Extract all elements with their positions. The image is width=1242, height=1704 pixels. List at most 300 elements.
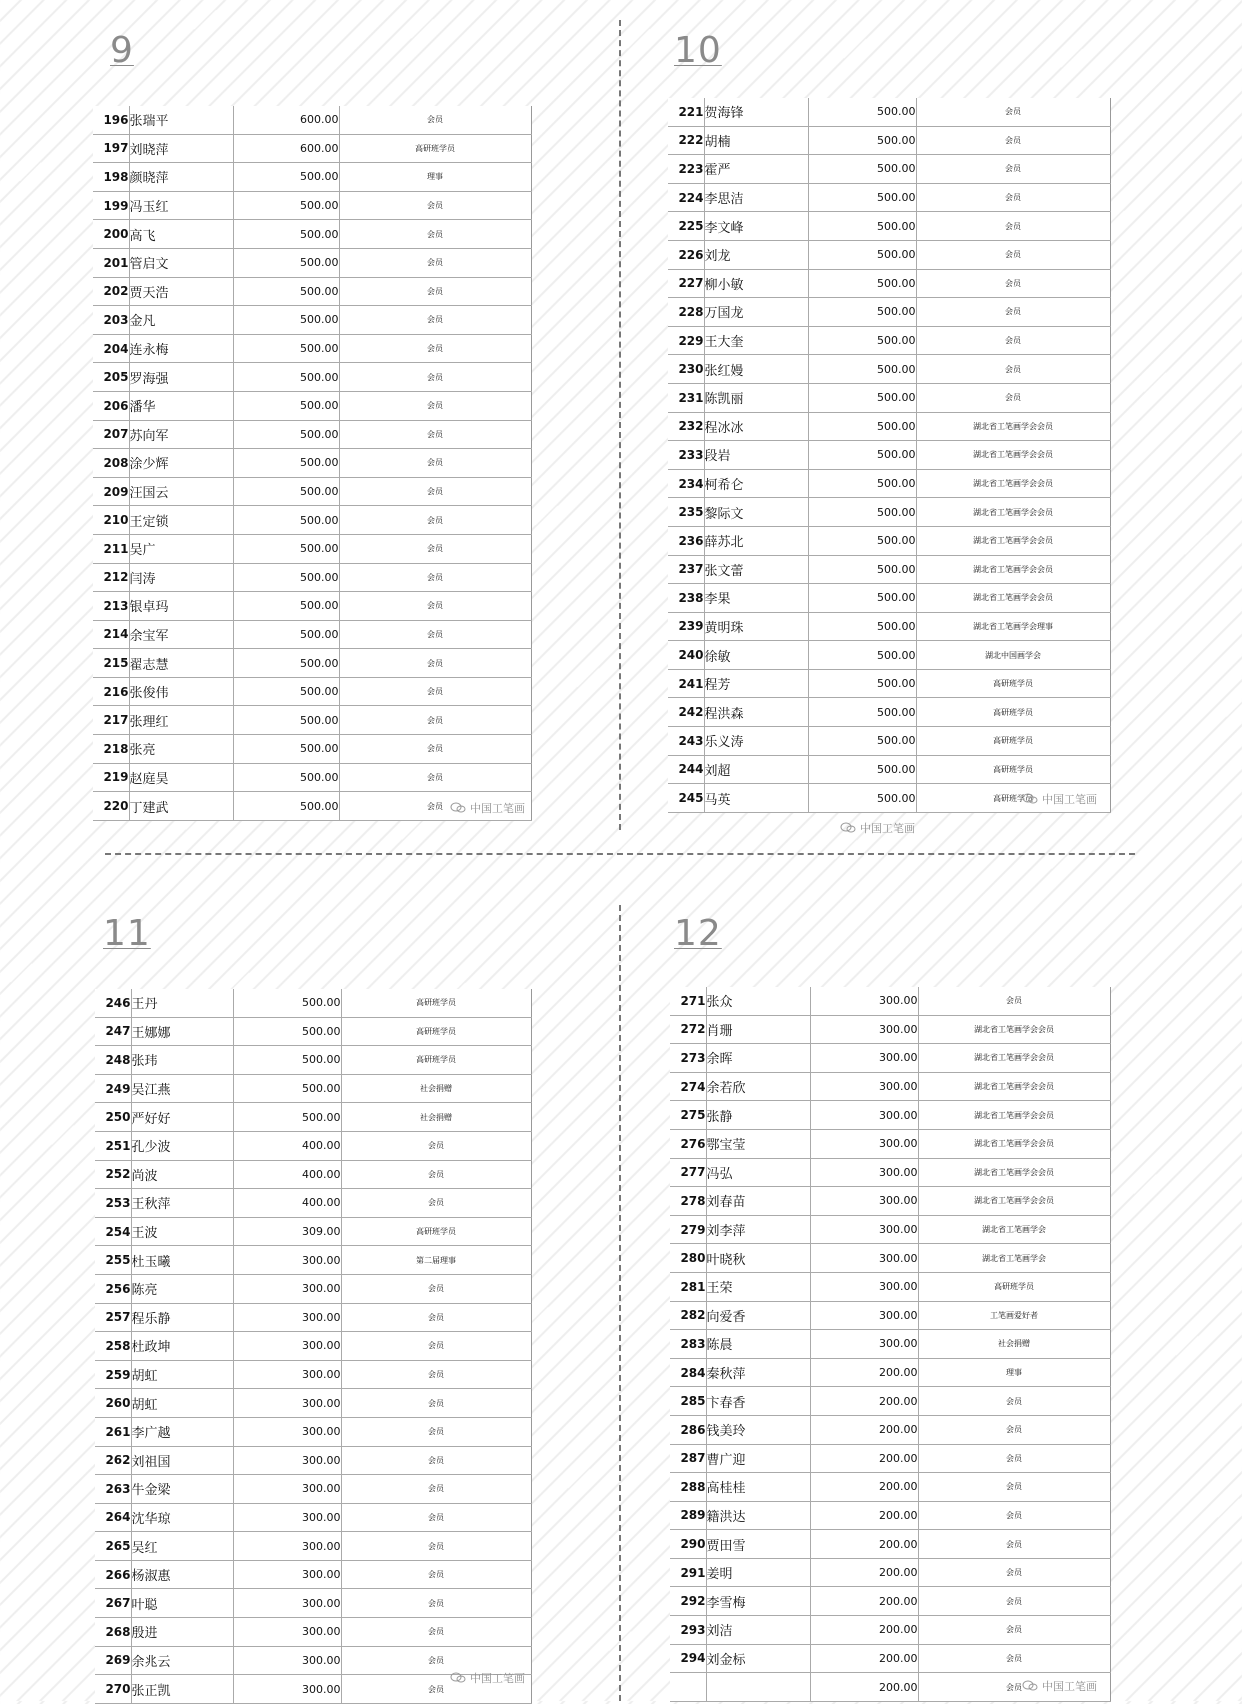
table-row [670,1616,1110,1645]
table-row [670,1129,1110,1158]
donor-name: 胡虹 [131,1389,233,1418]
member-type: 社会捐赠 [341,1103,531,1132]
amount: 500.00 [808,641,916,670]
donor-name: 秦秋萍 [706,1358,810,1387]
row-number: 227 [668,269,704,298]
table-row [670,987,1110,1015]
donor-name: 涂少辉 [129,449,233,478]
table-row [95,1589,531,1618]
donor-name: 王娜娜 [131,1017,233,1046]
donor-name: 刘龙 [704,240,808,269]
table-row [668,469,1110,498]
donor-name: 籍洪达 [706,1501,810,1530]
row-number: 240 [668,641,704,670]
amount: 300.00 [233,1675,341,1704]
member-type: 会员 [918,1530,1110,1559]
amount: 300.00 [233,1560,341,1589]
row-number: 247 [95,1017,131,1046]
donor-name: 张静 [706,1101,810,1130]
row-number: 280 [670,1244,706,1273]
member-type: 湖北省工笔画学会会员 [916,412,1110,441]
donor-name: 苏向军 [129,420,233,449]
donor-name: 吴广 [129,534,233,563]
amount: 500.00 [808,526,916,555]
row-number: 222 [668,126,704,155]
amount: 300.00 [810,1072,918,1101]
row-number: 231 [668,383,704,412]
member-type: 会员 [339,248,531,277]
table-row [95,1189,531,1218]
table-row [93,220,531,249]
donor-name: 贾田雪 [706,1530,810,1559]
row-number: 203 [93,306,129,335]
amount: 500.00 [233,989,341,1017]
amount: 500.00 [233,792,339,821]
amount: 500.00 [233,363,339,392]
table-row [668,98,1110,126]
donor-name: 殷进 [131,1618,233,1647]
member-type: 会员 [918,987,1110,1015]
donor-table [93,106,532,821]
donor-name: 张众 [706,987,810,1015]
row-number: 212 [93,563,129,592]
amount: 400.00 [233,1189,341,1218]
member-type: 会员 [916,298,1110,327]
wechat-icon [450,1672,466,1683]
table-row [670,1272,1110,1301]
donor-name: 银卓玛 [129,592,233,621]
donor-name: 翟志慧 [129,649,233,678]
amount: 300.00 [810,1215,918,1244]
amount: 500.00 [808,155,916,184]
member-type: 会员 [918,1415,1110,1444]
row-number: 266 [95,1560,131,1589]
table-row [670,1644,1110,1673]
row-number: 270 [95,1675,131,1704]
amount: 300.00 [233,1446,341,1475]
amount: 500.00 [233,649,339,678]
row-number: 211 [93,534,129,563]
amount: 500.00 [808,669,916,698]
table-row [93,191,531,220]
member-type: 会员 [339,477,531,506]
donor-name: 李文峰 [704,212,808,241]
row-number: 258 [95,1332,131,1361]
member-type: 湖北省工笔画学会会员 [918,1129,1110,1158]
table-row [668,126,1110,155]
member-type: 会员 [341,1160,531,1189]
member-type: 会员 [341,1389,531,1418]
member-type: 会员 [341,1475,531,1504]
member-type: 湖北省工笔画学会 [918,1244,1110,1273]
amount: 200.00 [810,1644,918,1673]
donor-table [668,98,1111,813]
member-type: 会员 [339,277,531,306]
table-row [670,1015,1110,1044]
table-row [95,1303,531,1332]
member-type: 会员 [341,1618,531,1647]
row-number: 288 [670,1473,706,1502]
member-type: 工笔画爱好者 [918,1301,1110,1330]
table-row [670,1044,1110,1073]
table-row [668,698,1110,727]
donor-name: 余兆云 [131,1646,233,1675]
row-number: 224 [668,183,704,212]
donor-name: 柳小敏 [704,269,808,298]
amount: 300.00 [233,1246,341,1275]
member-type: 会员 [341,1503,531,1532]
donor-name: 李雪梅 [706,1587,810,1616]
table-row [668,269,1110,298]
member-type: 会员 [341,1646,531,1675]
donor-name: 陈晨 [706,1330,810,1359]
donor-name: 张正凯 [131,1675,233,1704]
member-type: 会员 [339,534,531,563]
amount: 500.00 [233,1103,341,1132]
row-number: 200 [93,220,129,249]
table-row [668,669,1110,698]
row-number: 257 [95,1303,131,1332]
member-type: 高研班学员 [916,755,1110,784]
member-type: 会员 [916,383,1110,412]
table-row [668,441,1110,470]
amount: 500.00 [233,735,339,764]
row-number: 221 [668,98,704,126]
table-row [95,1131,531,1160]
amount: 500.00 [808,469,916,498]
watermark-logo [450,1670,525,1686]
member-type: 高研班学员 [916,669,1110,698]
member-type: 会员 [341,1532,531,1561]
table-row [670,1187,1110,1216]
member-type: 会员 [341,1560,531,1589]
donor-name: 张瑞平 [129,106,233,134]
donor-name: 程冰冰 [704,412,808,441]
table-row [93,735,531,764]
donor-name: 胡虹 [131,1360,233,1389]
donor-name: 高桂桂 [706,1473,810,1502]
table-row [668,498,1110,527]
member-type: 会员 [339,792,531,821]
amount: 500.00 [808,183,916,212]
table-row [670,1587,1110,1616]
row-number: 275 [670,1101,706,1130]
donor-name: 丁建武 [129,792,233,821]
amount: 500.00 [233,306,339,335]
member-type: 会员 [339,191,531,220]
member-type: 会员 [916,126,1110,155]
amount: 500.00 [233,391,339,420]
member-type: 会员 [339,649,531,678]
donor-name: 金凡 [129,306,233,335]
page-number: 9 [110,30,134,71]
donor-name: 杜政坤 [131,1332,233,1361]
amount: 300.00 [233,1332,341,1361]
row-number: 256 [95,1274,131,1303]
amount: 500.00 [233,477,339,506]
amount: 300.00 [810,1015,918,1044]
row-number: 226 [668,240,704,269]
row-number: 196 [93,106,129,134]
amount: 309.00 [233,1217,341,1246]
row-number: 253 [95,1189,131,1218]
member-type: 会员 [918,1501,1110,1530]
table-row [668,383,1110,412]
row-number: 272 [670,1015,706,1044]
amount: 500.00 [233,706,339,735]
member-type: 会员 [339,363,531,392]
row-number: 205 [93,363,129,392]
donor-name: 王丹 [131,989,233,1017]
donor-name: 万国龙 [704,298,808,327]
row-number: 246 [95,989,131,1017]
table-row [668,155,1110,184]
amount: 500.00 [808,584,916,613]
amount: 600.00 [233,106,339,134]
donor-name: 张俊伟 [129,677,233,706]
member-type: 会员 [341,1675,531,1704]
table-row [670,1473,1110,1502]
watermark-text: 中国工笔画 [470,1672,525,1685]
amount: 300.00 [810,1272,918,1301]
row-number: 234 [668,469,704,498]
amount: 500.00 [233,449,339,478]
table-row [668,727,1110,756]
table-row [95,1503,531,1532]
amount: 300.00 [810,1187,918,1216]
donor-name: 霍严 [704,155,808,184]
donor-name: 沈华琼 [131,1503,233,1532]
horizontal-divider [105,853,1135,855]
donor-name: 张文蕾 [704,555,808,584]
row-number: 213 [93,592,129,621]
watermark-logo [840,820,915,836]
row-number: 284 [670,1358,706,1387]
donor-name: 王大奎 [704,326,808,355]
donor-name: 赵庭昊 [129,763,233,792]
table-row [668,555,1110,584]
table-row [668,526,1110,555]
donor-name: 程芳 [704,669,808,698]
member-type: 会员 [339,706,531,735]
row-number: 283 [670,1330,706,1359]
row-number: 281 [670,1272,706,1301]
row-number: 238 [668,584,704,613]
amount: 500.00 [233,220,339,249]
donor-name: 杜玉曦 [131,1246,233,1275]
member-type: 会员 [916,269,1110,298]
page-number: 12 [674,913,722,954]
amount: 500.00 [233,763,339,792]
amount: 200.00 [810,1587,918,1616]
table-row [95,1074,531,1103]
table-row [95,1274,531,1303]
wechat-icon [1022,793,1038,804]
row-number: 255 [95,1246,131,1275]
row-number: 273 [670,1044,706,1073]
donor-name: 刘祖国 [131,1446,233,1475]
table-row [93,563,531,592]
table-row [668,584,1110,613]
member-type: 湖北省工笔画学会会员 [918,1015,1110,1044]
amount: 200.00 [810,1501,918,1530]
row-number: 263 [95,1475,131,1504]
amount: 200.00 [810,1415,918,1444]
amount: 500.00 [808,269,916,298]
row-number: 279 [670,1215,706,1244]
vertical-divider-bottom [619,905,621,1701]
amount: 500.00 [808,326,916,355]
amount: 300.00 [810,987,918,1015]
amount: 300.00 [233,1360,341,1389]
amount: 300.00 [233,1274,341,1303]
amount: 500.00 [808,555,916,584]
table-row [93,592,531,621]
amount: 200.00 [810,1358,918,1387]
row-number: 236 [668,526,704,555]
row-number: 248 [95,1046,131,1075]
donor-name: 严好好 [131,1103,233,1132]
amount: 500.00 [233,277,339,306]
member-type: 会员 [339,106,531,134]
vertical-divider-top [619,20,621,830]
amount: 200.00 [810,1558,918,1587]
donor-name: 李果 [704,584,808,613]
member-type: 会员 [339,506,531,535]
member-type: 高研班学员 [341,1017,531,1046]
amount: 400.00 [233,1160,341,1189]
table-row [93,306,531,335]
donor-table [670,987,1111,1702]
table-row [668,612,1110,641]
row-number: 210 [93,506,129,535]
donor-name: 卞春香 [706,1387,810,1416]
amount: 500.00 [233,506,339,535]
table-row [95,1618,531,1647]
table-row [95,1160,531,1189]
member-type: 会员 [339,391,531,420]
member-type: 会员 [341,1332,531,1361]
member-type: 会员 [918,1387,1110,1416]
row-number: 216 [93,677,129,706]
amount: 300.00 [810,1244,918,1273]
amount: 500.00 [808,240,916,269]
watermark-logo [1022,1678,1097,1694]
donor-name: 肖珊 [706,1015,810,1044]
donor-name: 叶聪 [131,1589,233,1618]
table-row [670,1215,1110,1244]
row-number: 241 [668,669,704,698]
watermark-logo [1022,791,1097,807]
table-row [95,1332,531,1361]
member-type: 会员 [339,592,531,621]
member-type: 会员 [339,420,531,449]
table-row [95,1246,531,1275]
table-row [93,163,531,192]
table-row [93,363,531,392]
amount: 500.00 [808,126,916,155]
table-row [670,1530,1110,1559]
amount: 300.00 [233,1389,341,1418]
amount: 200.00 [810,1616,918,1645]
table-row [668,240,1110,269]
donor-name: 张红嫚 [704,355,808,384]
row-number: 244 [668,755,704,784]
row-number: 287 [670,1444,706,1473]
row-number: 198 [93,163,129,192]
member-type: 高研班学员 [339,134,531,163]
row-number: 262 [95,1446,131,1475]
table-row [668,212,1110,241]
member-type: 高研班学员 [916,698,1110,727]
amount: 600.00 [233,134,339,163]
table-row [95,1560,531,1589]
amount: 300.00 [233,1532,341,1561]
table-row [668,641,1110,670]
amount: 500.00 [233,592,339,621]
amount: 500.00 [808,212,916,241]
member-type: 会员 [341,1360,531,1389]
table-row [668,298,1110,327]
member-type: 高研班学员 [916,784,1110,813]
donor-name: 吴江燕 [131,1074,233,1103]
member-type: 湖北省工笔画学会会员 [916,498,1110,527]
member-type: 会员 [341,1274,531,1303]
table-row [668,183,1110,212]
donor-name: 陈凯丽 [704,383,808,412]
donor-name: 张亮 [129,735,233,764]
row-number: 219 [93,763,129,792]
member-type: 会员 [341,1589,531,1618]
member-type: 会员 [916,212,1110,241]
table-row [95,1217,531,1246]
table-row [670,1101,1110,1130]
row-number: 229 [668,326,704,355]
donor-name: 李思洁 [704,183,808,212]
member-type: 会员 [341,1446,531,1475]
row-number: 293 [670,1616,706,1645]
member-type: 湖北省工笔画学会会员 [916,441,1110,470]
amount: 300.00 [233,1618,341,1647]
row-number: 289 [670,1501,706,1530]
donor-name: 王定锁 [129,506,233,535]
member-type: 湖北省工笔画学会会员 [916,555,1110,584]
member-type: 会员 [339,334,531,363]
row-number: 208 [93,449,129,478]
watermark-text: 中国工笔画 [860,822,915,835]
row-number: 204 [93,334,129,363]
amount: 300.00 [233,1303,341,1332]
table-row [668,355,1110,384]
amount: 500.00 [808,383,916,412]
donor-name: 潘华 [129,391,233,420]
member-type: 湖北省工笔画学会会员 [918,1187,1110,1216]
member-type: 第二届理事 [341,1246,531,1275]
table-row [93,134,531,163]
donor-name: 李广越 [131,1417,233,1446]
table-row [670,1244,1110,1273]
row-number: 237 [668,555,704,584]
donor-name: 尚波 [131,1160,233,1189]
table-row [95,1446,531,1475]
donor-name: 胡楠 [704,126,808,155]
member-type: 湖北省工笔画学会会员 [916,584,1110,613]
row-number: 202 [93,277,129,306]
amount: 500.00 [808,298,916,327]
table-row [93,506,531,535]
row-number: 239 [668,612,704,641]
table-row [93,677,531,706]
